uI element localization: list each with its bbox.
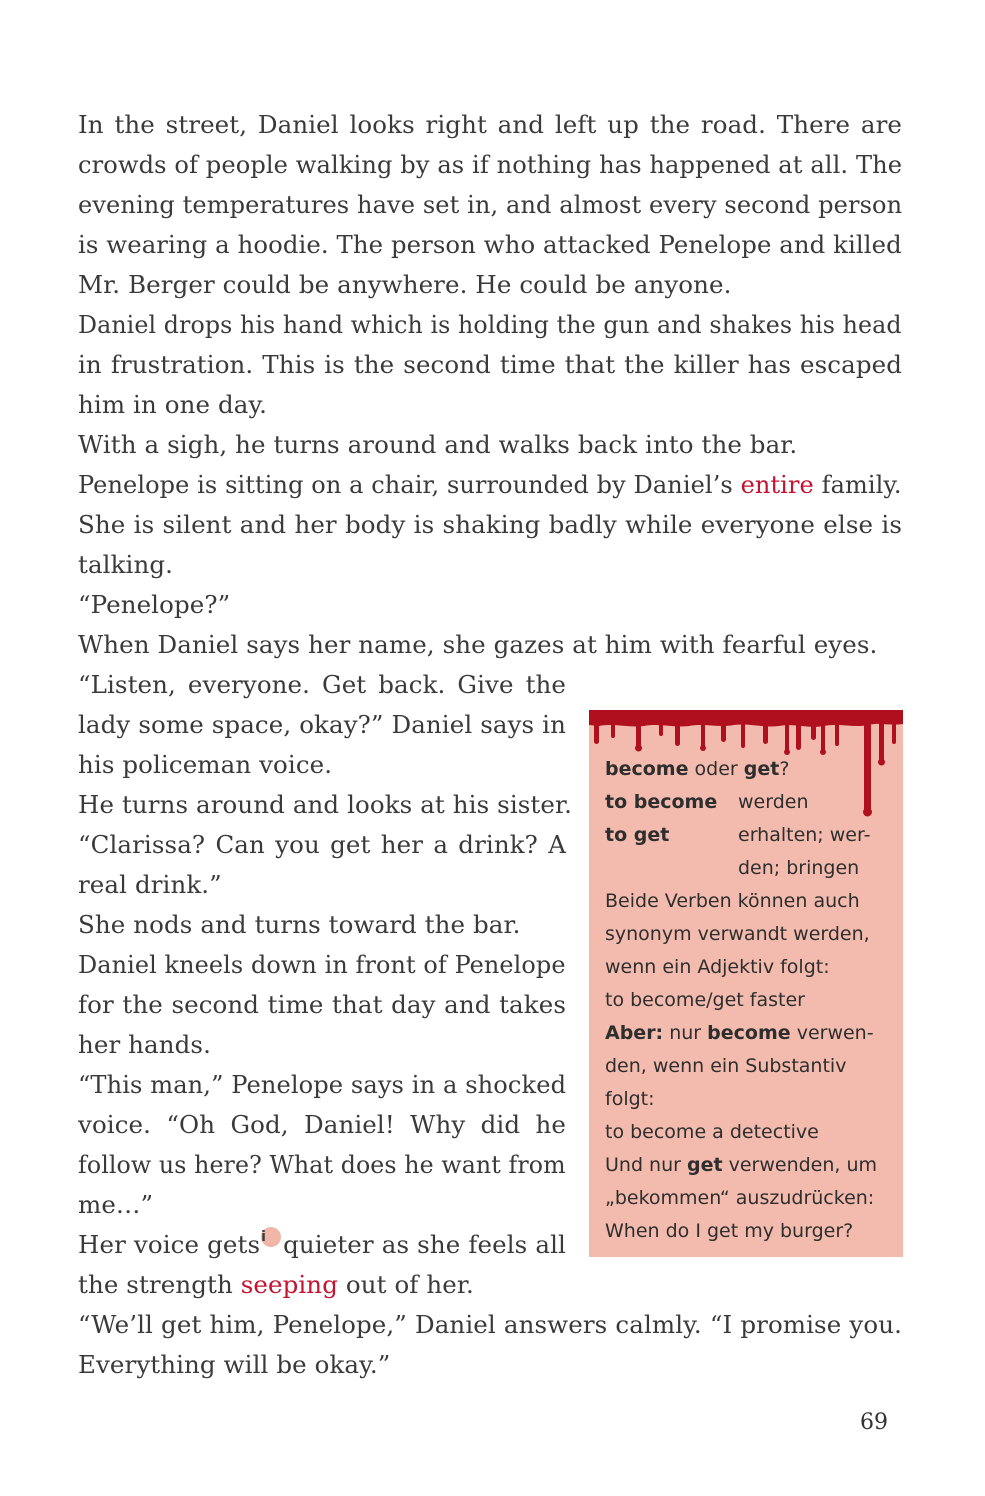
text-line: When Daniel says her name, she gazes at him with fearful eyes. xyxy=(78,630,878,659)
text-line xyxy=(78,1225,566,1265)
text-line: She is silent and her body is shaking badly while everyone else is xyxy=(78,510,902,539)
box-line: Und nur get verwenden, um xyxy=(605,1154,878,1176)
text-line: is wearing a hoodie. The person who attacked Penelope and killed xyxy=(78,230,902,259)
text-span: the strength xyxy=(78,1270,233,1299)
box-line: to become werden xyxy=(605,791,809,813)
vocab-word-entire[interactable]: entire xyxy=(740,470,814,499)
text-line: voice. “Oh God, Daniel! Why did he xyxy=(78,1110,566,1139)
text-line: him in one day. xyxy=(78,390,268,419)
box-line: „bekommen“ auszudrücken: xyxy=(605,1187,875,1209)
box-line: to get erhalten; wer- xyxy=(605,824,871,846)
text-line: He turns around and looks at his sister. xyxy=(78,790,572,819)
text-line: She nods and turns toward the bar. xyxy=(78,910,521,939)
text-line: Daniel kneels down in front of Penelope xyxy=(78,950,566,979)
box-line: Beide Verben können auch xyxy=(605,890,860,912)
box-line: den; bringen xyxy=(738,857,860,879)
text-line: Everything will be okay.” xyxy=(78,1350,391,1379)
grammar-info-box xyxy=(589,710,903,1257)
text-line: Mr. Berger could be anywhere. He could be anyone. xyxy=(78,270,732,299)
text-line: me…” xyxy=(78,1190,154,1219)
vocab-word-seeping[interactable]: seeping xyxy=(240,1270,338,1299)
page-number: 69 xyxy=(860,1410,888,1435)
text-line: real drink.” xyxy=(78,870,222,899)
info-icon[interactable]: i xyxy=(261,1227,281,1247)
text-span: out of her. xyxy=(345,1270,474,1299)
text-line: in frustration. This is the second time that the killer has escaped xyxy=(78,350,902,379)
text-line: evening temperatures have set in, and almost every second person xyxy=(78,190,903,219)
text-line: for the second time that day and takes xyxy=(78,990,566,1019)
text-line: In the street, Daniel looks right and left up the road. There are xyxy=(78,110,902,139)
text-line: “This man,” Penelope says in a shocked xyxy=(78,1070,567,1099)
text-line: “Clarissa? Can you get her a drink? A xyxy=(78,830,566,859)
text-line: follow us here? What does he want from xyxy=(78,1150,566,1179)
text-line xyxy=(78,465,902,505)
text-line: Daniel drops his hand which is holding the gun and shakes his head xyxy=(78,310,902,339)
box-line: Aber: nur become verwen- xyxy=(605,1022,874,1044)
text-line: “We’ll get him, Penelope,” Daniel answers calmly. “I promise you. xyxy=(78,1310,902,1339)
text-span: Penelope is sitting on a chair, surrounded by Daniel’s xyxy=(78,470,733,499)
text-span: quieter as she feels all xyxy=(283,1230,566,1259)
box-line: folgt: xyxy=(605,1088,655,1110)
box-line: When do I get my burger? xyxy=(605,1220,854,1242)
text-line: her hands. xyxy=(78,1030,211,1059)
text-line: “Listen, everyone. Get back. Give the xyxy=(78,670,566,699)
text-line: crowds of people walking by as if nothing has happened at all. The xyxy=(78,150,903,179)
text-span: family. xyxy=(821,470,902,499)
box-line: synonym verwandt werden, xyxy=(605,923,870,945)
box-line: to become/get faster xyxy=(605,989,805,1011)
text-span: Her voice gets xyxy=(78,1230,261,1259)
text-line: his policeman voice. xyxy=(78,750,333,779)
text-line xyxy=(78,1265,474,1305)
text-line: “Penelope?” xyxy=(78,590,231,619)
box-heading: become oder get? xyxy=(605,758,790,780)
text-line: With a sigh, he turns around and walks back into the bar. xyxy=(78,430,798,459)
box-line: to become a detective xyxy=(605,1121,819,1143)
text-line: lady some space, okay?” Daniel says in xyxy=(78,710,566,739)
box-line: den, wenn ein Substantiv xyxy=(605,1055,847,1077)
text-line: talking. xyxy=(78,550,174,579)
box-line: wenn ein Adjektiv folgt: xyxy=(605,956,830,978)
